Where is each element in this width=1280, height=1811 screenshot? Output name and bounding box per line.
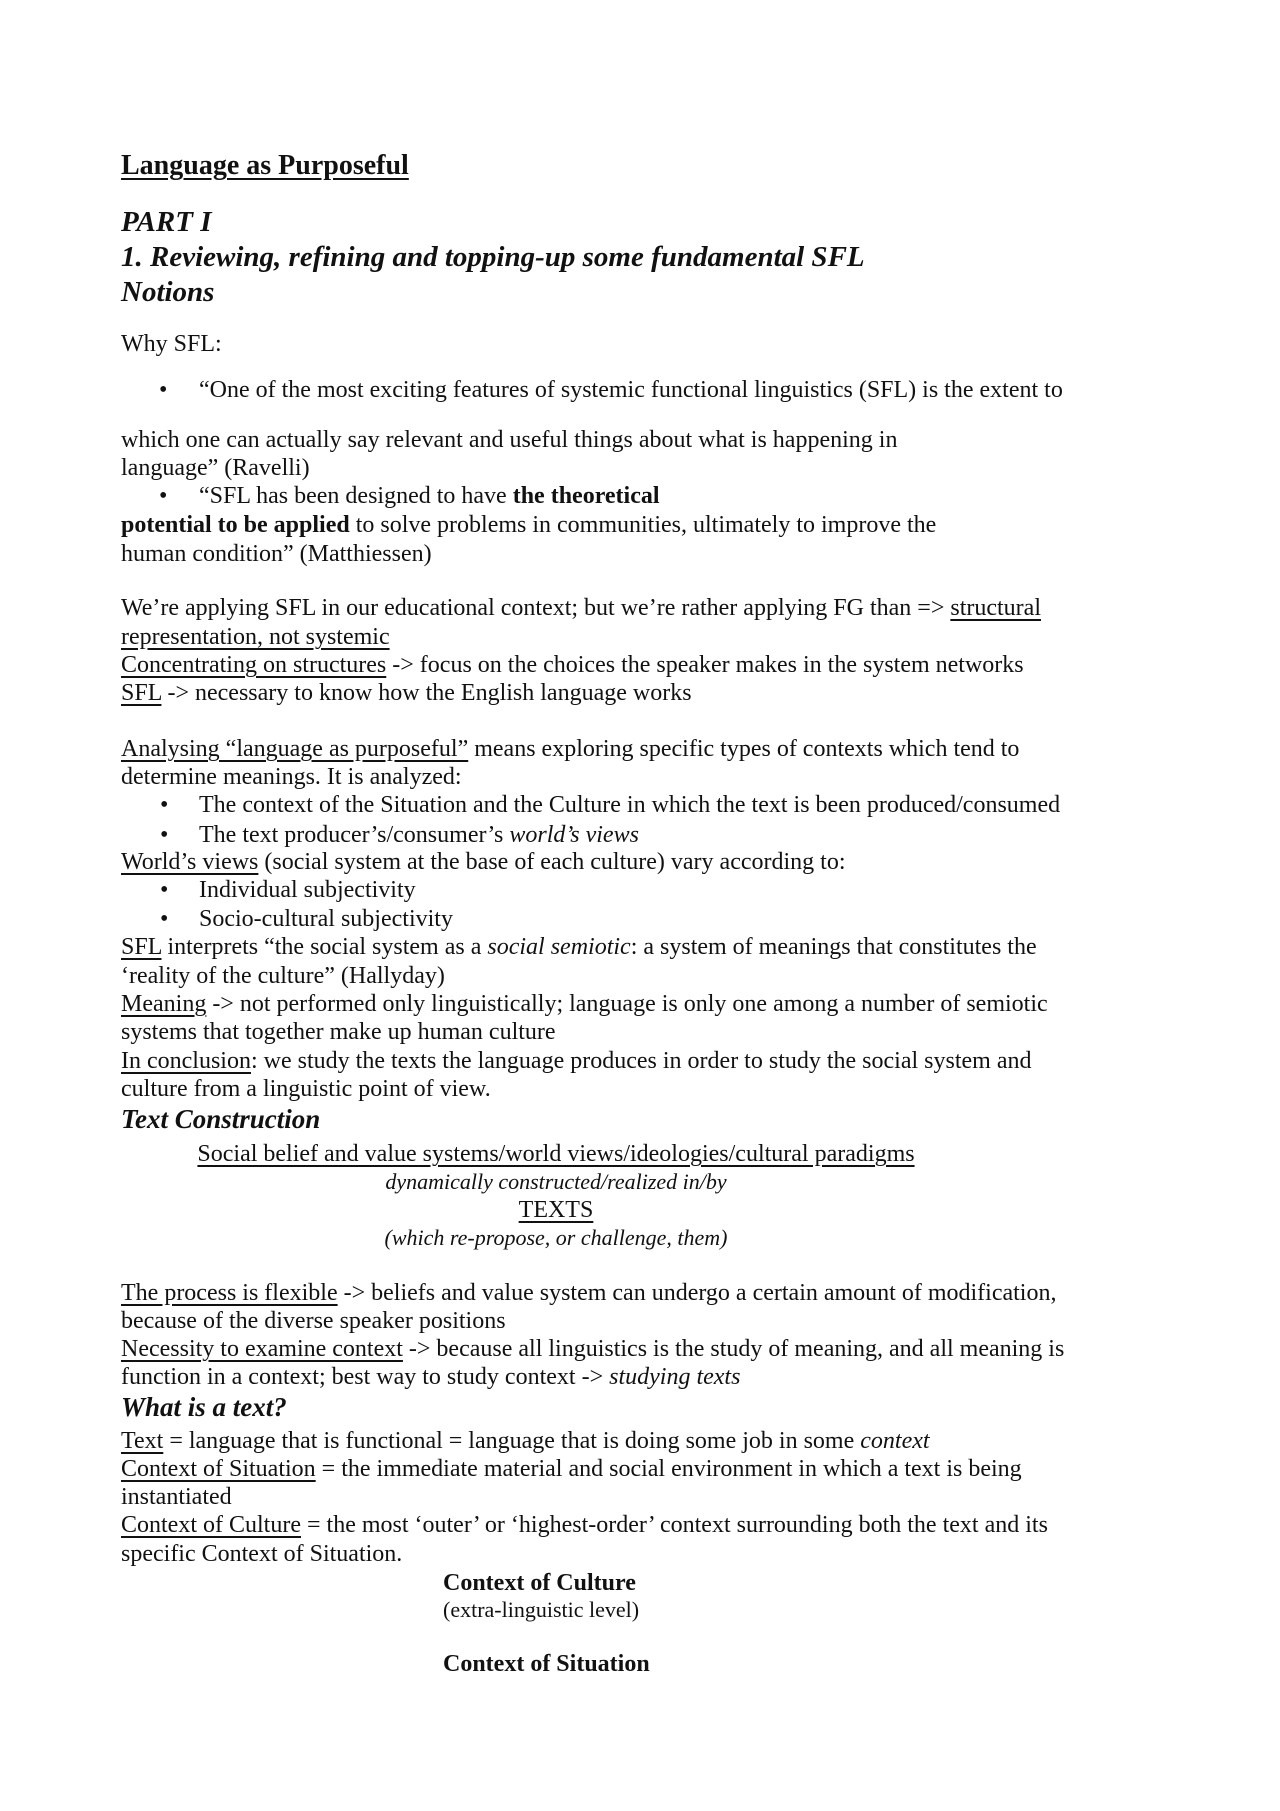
social-belief-line: Social belief and value systems/world views/ideologies/cultural paradigms [197,1141,915,1167]
process-line1: The process is flexible -> beliefs and value system can undergo a certain amount of modification, [121,1280,1057,1306]
meaning-line2: systems that together make up human culture [121,1019,556,1045]
cos-definition-line2: instantiated [121,1484,232,1510]
bullet2-line1: “SFL has been designed to have the theoretical [199,483,660,509]
bullet-marker: • [159,377,168,403]
bullet-marker: • [159,483,168,509]
analysing-line2: determine meanings. It is analyzed: [121,764,462,790]
diagram-extra-linguistic: (extra-linguistic level) [443,1597,640,1622]
bullet2-line3: human condition” (Matthiessen) [121,541,432,567]
text-construction-heading: Text Construction [121,1104,321,1134]
necessity-line2: function in a context; best way to study context -> studying texts [121,1364,741,1390]
bullet-marker: • [160,906,169,932]
necessity-line1: Necessity to examine context -> because all linguistics is the study of meaning, and all meaning is [121,1336,1065,1362]
section-heading-line1: 1. Reviewing, refining and topping-up some fundamental SFL [121,241,865,273]
repropose-line: (which re-propose, or challenge, them) [384,1225,728,1250]
conclusion-line1: In conclusion: we study the texts the language produces in order to study the social system and [121,1048,1032,1074]
bullet-marker: • [160,822,169,848]
sfl-semiotic-line2: ‘reality of the culture” (Hallyday) [121,963,445,989]
coc-definition-line2: specific Context of Situation. [121,1541,403,1567]
coc-definition-line1: Context of Culture = the most ‘outer’ or ‘highest-order’ context surrounding both the text and its [121,1512,1048,1538]
process-line2: because of the diverse speaker positions [121,1308,506,1334]
page-title: Language as Purposeful [121,150,409,181]
diagram-context-of-culture: Context of Culture [443,1570,636,1596]
sfl-line: SFL -> necessary to know how the English language works [121,680,692,706]
worlds-views-line: World’s views (social system at the base of each culture) vary according to: [121,849,846,875]
bullet-marker: • [160,792,169,818]
text-definition: Text = language that is functional = language that is doing some job in some context [121,1428,930,1454]
bullet-marker: • [160,877,169,903]
meaning-line1: Meaning -> not performed only linguistically; language is only one among a number of semiotic [121,991,1048,1017]
diagram-context-of-situation: Context of Situation [443,1651,650,1677]
conclusion-line2: culture from a linguistic point of view. [121,1076,491,1102]
what-is-text-heading: What is a text? [121,1392,287,1422]
bullet1-line2: which one can actually say relevant and useful things about what is happening in [121,427,898,453]
part-heading: PART I [121,206,212,238]
bullet1-line1: “One of the most exciting features of systemic functional linguistics (SFL) is the extent to [199,377,1063,403]
sfl-semiotic-line1: SFL interprets “the social system as a social semiotic: a system of meanings that constitutes the [121,934,1037,960]
why-sfl-label: Why SFL: [121,331,222,357]
cos-definition-line1: Context of Situation = the immediate material and social environment in which a text is being [121,1456,1022,1482]
applying-line2: representation, not systemic [121,624,390,650]
applying-line1: We’re applying SFL in our educational context; but we’re rather applying FG than => structural [121,595,1041,621]
bullet1-line3: language” (Ravelli) [121,455,310,481]
analysing-line1: Analysing “language as purposeful” means exploring specific types of contexts which tend to [121,736,1020,762]
section-heading-line2: Notions [121,276,215,308]
concentrating-line: Concentrating on structures -> focus on the choices the speaker makes in the system networks [121,652,1024,678]
bullet2-line2: potential to be applied to solve problems in communities, ultimately to improve the [121,512,937,538]
texts-label: TEXTS [518,1197,594,1223]
dynamically-line: dynamically constructed/realized in/by [385,1169,727,1194]
